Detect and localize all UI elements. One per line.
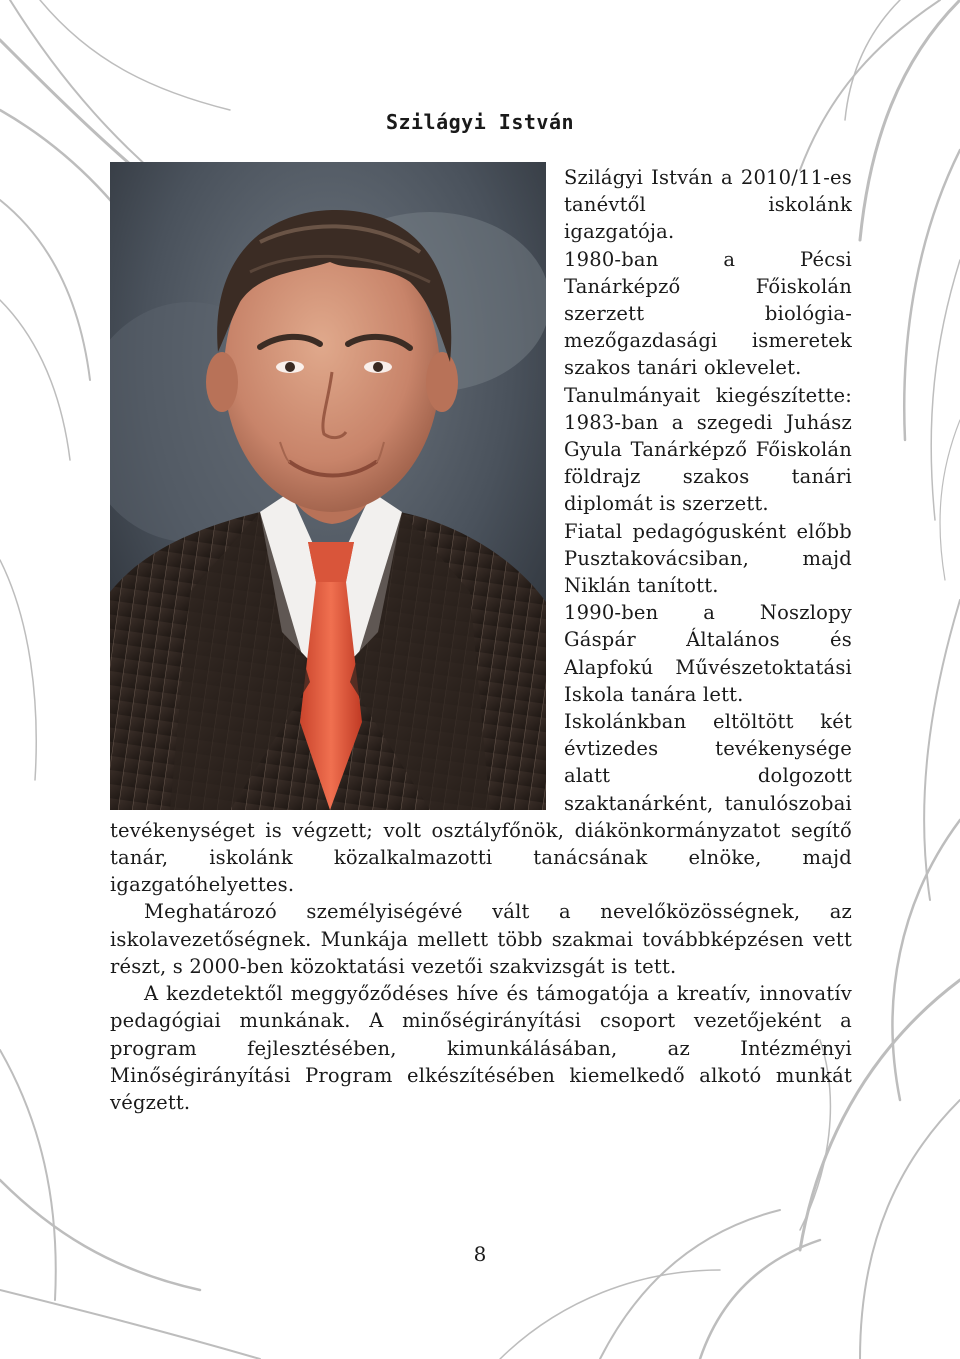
paragraph-1: Szilágyi István a 2010/11-es tanévtől iskolánk igazgatója.: [564, 166, 852, 244]
paragraph-3: Tanulmányait kiegészítette: 1983-ban a szegedi Juhász Gyula Tanárképző Főiskolán földrajz szakos tanári diplomát is szerzett.: [564, 383, 852, 516]
biography-text: [110, 164, 852, 1116]
page-number: 8: [473, 1242, 487, 1266]
paragraph-2: 1980-ban a Pécsi Tanárképző Főiskolán szerzett biológia-mezőgazdasági ismeretek szakos tanári oklevelet.: [564, 247, 852, 380]
paragraph-8: A kezdetektől meggyőződéses híve és támogatója a kreatív, innovatív pedagógiai munkának. A minőségirányítási csoport vezetőjeként a program fejlesztésében, kimunkálásában, az Intézményi Minőségirányítási Program elkészítésében kiemelkedő alkotó munkát végzett.: [110, 982, 852, 1114]
portrait-wrap-spacer: [110, 164, 564, 816]
paragraph-5: 1990-ben a Noszlopy Gáspár Általános és Alapfokú Művészetoktatási Iskola tanára lett.: [564, 601, 852, 706]
paragraph-7: Meghatározó személyiségévé vált a nevelőközösségnek, az iskolavezetőségnek. Munkája mellett több szakmai továbbképzésen vett részt, s 2000-ben közoktatási vezetői szakvizsgát is tett.: [110, 900, 852, 978]
paragraph-6: Iskolánkban eltöltött két évtizedes tevékenysége alatt dolgozott szaktanárként, tanulószobai tevékenységet is végzett; volt osztályfőnök, diákönkormányzatot segítő tanár, iskolánk közalkalmazotti tanácsának elnöke, majd igazgatóhelyettes.: [110, 710, 852, 897]
page-title: Szilágyi István: [385, 110, 575, 134]
paragraph-4: Fiatal pedagógusként előbb Pusztakovácsiban, majd Niklán tanított.: [564, 519, 852, 598]
